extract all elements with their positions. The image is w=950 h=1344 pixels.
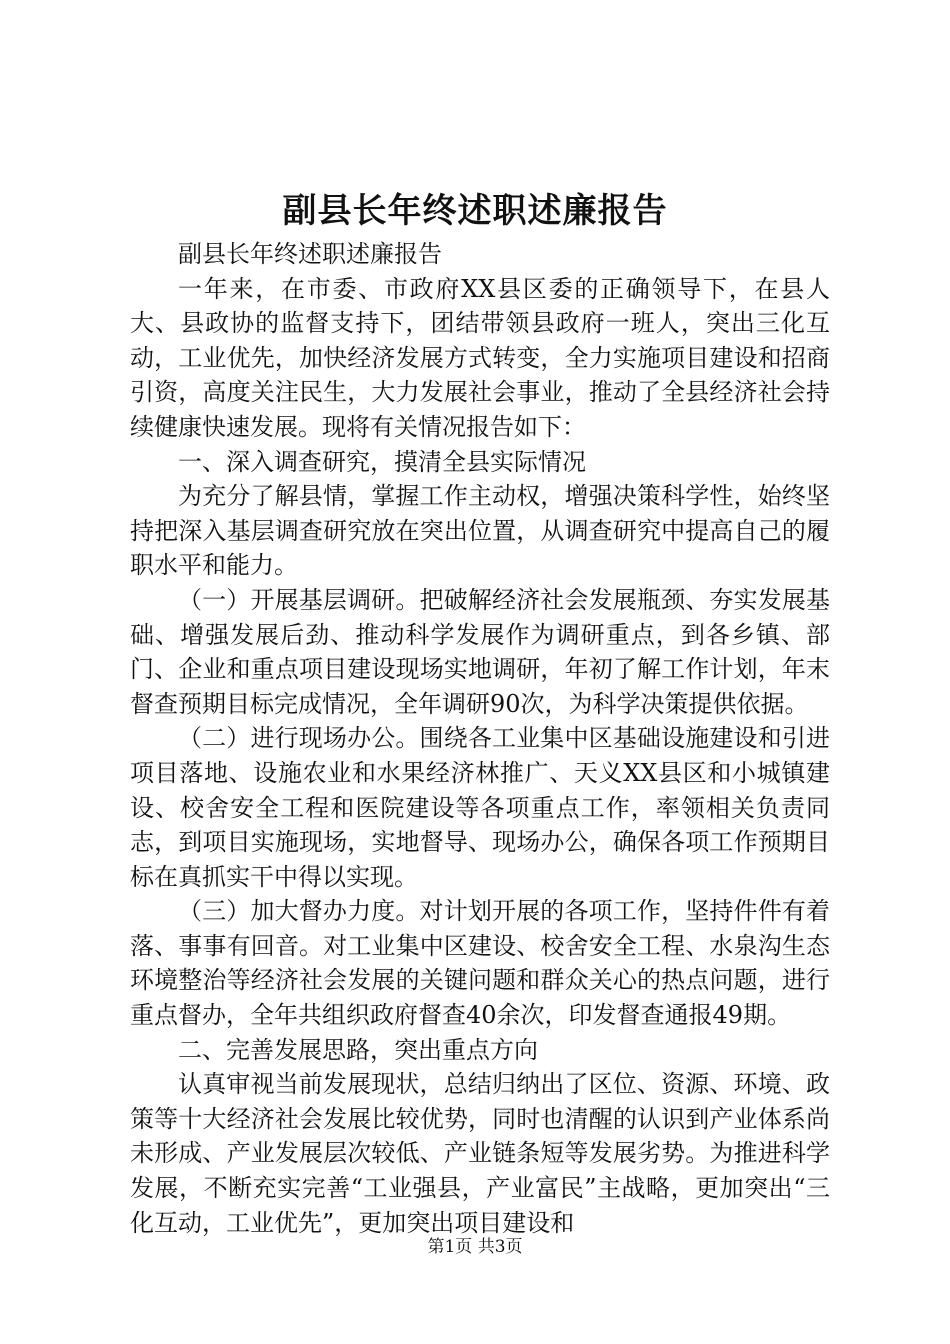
document-title: 副县长年终述职述廉报告 bbox=[282, 191, 668, 231]
page-footer: 第1页 共3页 bbox=[427, 1237, 523, 1257]
paragraph: （二）进行现场办公。围绕各工业集中区基础设施建设和引进项目落地、设施农业和水果经济林推广、天义XX县区和小城镇建设、校舍安全工程和医院建设等各项重点工作，率领相关负责同志，到项目实施现场，实地督导、现场办公，确保各项工作预期目标在真抓实干中得以实现。 bbox=[130, 724, 830, 891]
paragraph: （三）加大督办力度。对计划开展的各项工作，坚持件件有着落、事事有回音。对工业集中区建设、校舍安全工程、水泉沟生态环境整治等经济社会发展的关键问题和群众关心的热点问题，进行重点督办，全年共组织政府督查40余次，印发督查通报49期。 bbox=[130, 897, 830, 1030]
section-heading: 二、完善发展思路，突出重点方向 bbox=[178, 1035, 538, 1064]
document-body bbox=[130, 237, 830, 1240]
paragraph: 为充分了解县情，掌握工作主动权，增强决策科学性，始终坚持把深入基层调查研究放在突出位置，从调查研究中提高自己的履职水平和能力。 bbox=[130, 482, 830, 580]
paragraph: 认真审视当前发展现状，总结归纳出了区位、资源、环境、政策等十大经济社会发展比较优势，同时也清醒的认识到产业体系尚未形成、产业发展层次较低、产业链条短等发展劣势。为推进科学发展，不断充实完善“工业强县，产业富民”主战略，更加突出“三化互动，工业优先”，更加突出项目建设和 bbox=[130, 1070, 830, 1237]
paragraph: 副县长年终述职述廉报告 bbox=[178, 240, 442, 268]
section-heading: 一、深入调查研究，摸清全县实际情况 bbox=[178, 447, 586, 476]
paragraph: （一）开展基层调研。把破解经济社会发展瓶颈、夯实发展基础、增强发展后劲、推动科学发展作为调研重点，到各乡镇、部门、企业和重点项目建设现场实地调研，年初了解工作计划，年末督查预期目标完成情况，全年调研90次，为科学决策提供依据。 bbox=[130, 585, 830, 718]
paragraph: 一年来，在市委、市政府XX县区委的正确领导下，在县人大、县政协的监督支持下，团结带领县政府一班人，突出三化互动，工业优先，加快经济发展方式转变，全力实施项目建设和招商引资，高度关注民生，大力发展社会事业，推动了全县经济社会持续健康快速发展。现将有关情况报告如下： bbox=[130, 274, 830, 441]
